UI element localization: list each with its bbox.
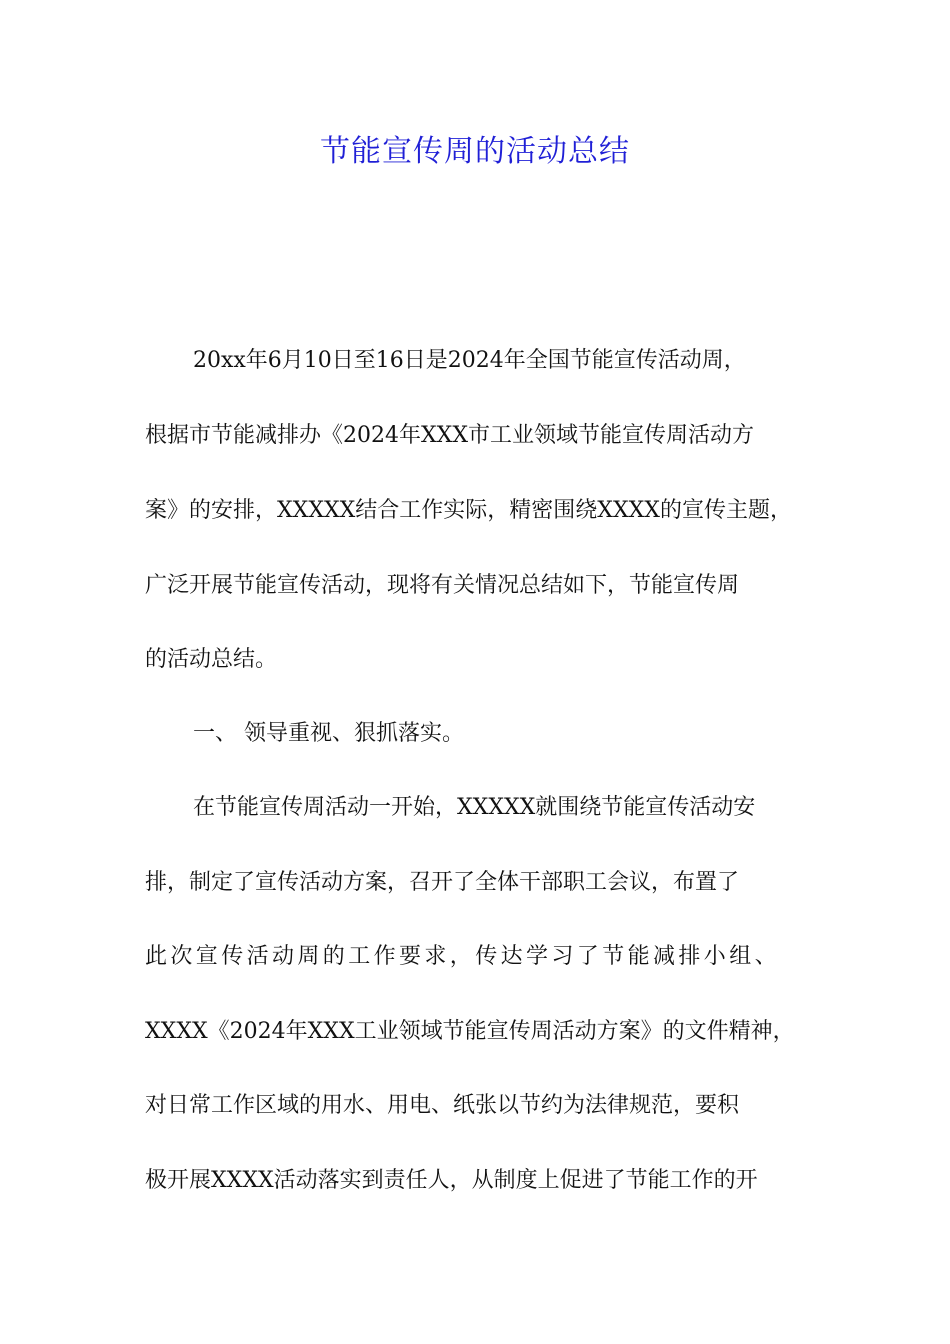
paragraph-line: XXXX《2024年XXX工业领域节能宣传周活动方案》的文件精神， xyxy=(145,1019,795,1044)
paragraph-line: 在节能宣传周活动一开始，XXXXX就围绕节能宣传活动安 xyxy=(193,795,756,820)
paragraph-line: 根据市节能减排办《2024年XXX市工业领域节能宣传周活动方 xyxy=(145,423,754,448)
paragraph-line: 的活动总结。 xyxy=(145,647,278,672)
paragraph-line: 极开展XXXX活动落实到责任人，从制度上促进了节能工作的开 xyxy=(145,1168,758,1193)
paragraph-line: 此次宣传活动周的工作要求，传达学习了节能减排小组、 xyxy=(145,944,781,969)
paragraph-line: 排，制定了宣传活动方案，召开了全体干部职工会议，布置了 xyxy=(145,870,740,895)
section-heading: 一、 领导重视、狠抓落实。 xyxy=(193,721,464,746)
paragraph-line: 广泛开展节能宣传活动，现将有关情况总结如下，节能宣传周 xyxy=(145,573,740,598)
paragraph-line: 对日常工作区域的用水、用电、纸张以节约为法律规范，要积 xyxy=(145,1093,740,1118)
paragraph-line: 案》的安排，XXXXX结合工作实际，精密围绕XXXX的宣传主题， xyxy=(145,498,792,523)
paragraph-line: 20xx年6月10日至16日是2024年全国节能宣传活动周， xyxy=(193,348,746,373)
document-title: 节能宣传周的活动总结 xyxy=(320,134,630,169)
